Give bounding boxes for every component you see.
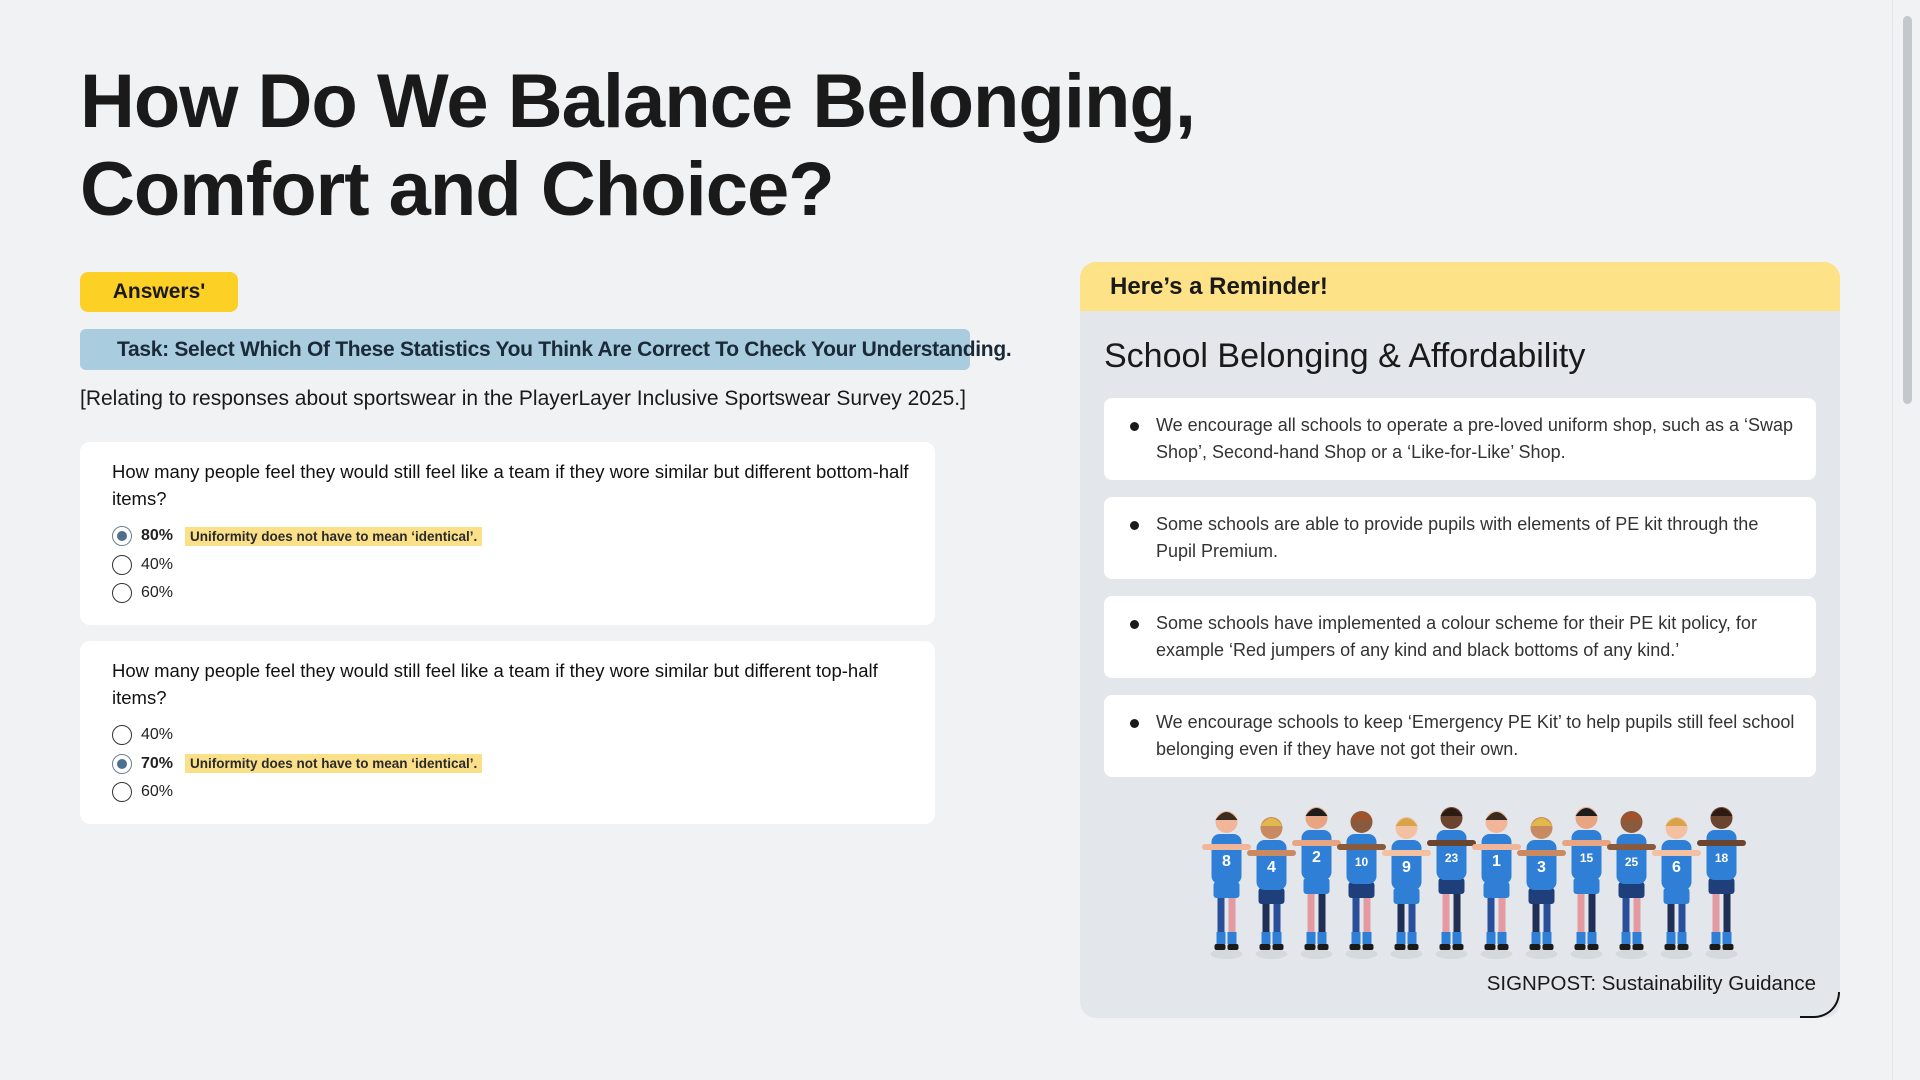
- player-sock: [1273, 932, 1282, 944]
- tip-text: We encourage all schools to operate a pre-loved uniform shop, such as a ‘Swap Shop’, Second-hand Shop or a ‘Like-for-Like’ Shop.: [1156, 415, 1794, 462]
- shirt-number: 23: [1444, 851, 1459, 865]
- answers-badge: Answers': [80, 272, 238, 312]
- player-shorts: [1619, 882, 1645, 898]
- tip-card-pupil-premium: [1104, 497, 1816, 579]
- player-shoe: [1228, 944, 1239, 950]
- player-shadow: [1391, 949, 1423, 959]
- player-shorts: [1259, 888, 1285, 904]
- tip-text: Some schools have implemented a colour scheme for their PE kit policy, for example ‘Red jumpers of any kind and black bottoms of any kind.’: [1156, 613, 1757, 660]
- radio-button[interactable]: [112, 782, 132, 802]
- question-text: How many people feel they would still feel like a team if they wore similar but different top-half items?: [112, 660, 878, 708]
- player-shorts: [1304, 878, 1330, 894]
- player-shoe: [1485, 944, 1496, 950]
- option-label: 40%: [141, 555, 174, 573]
- player-sock: [1487, 932, 1496, 944]
- player-shoe: [1678, 944, 1689, 950]
- player-hair: [1441, 808, 1463, 816]
- player-shoe: [1350, 944, 1361, 950]
- shirt-number: 2: [1312, 849, 1321, 866]
- reminder-header: Here’s a Reminder!: [1080, 262, 1840, 311]
- shirt-number: 9: [1402, 859, 1411, 876]
- player-sock: [1678, 932, 1687, 944]
- radio-dot: [117, 531, 127, 541]
- player-shoe: [1273, 944, 1284, 950]
- player-shorts: [1214, 882, 1240, 898]
- player-sock: [1543, 932, 1552, 944]
- player-hair: [1531, 818, 1553, 826]
- player-shoe: [1395, 944, 1406, 950]
- player-sock: [1408, 932, 1417, 944]
- task-instruction: Task: Select Which Of These Statistics You Think Are Correct To Check Your Understanding.: [80, 329, 970, 370]
- option-60-percent[interactable]: [112, 579, 903, 608]
- player-sock: [1217, 932, 1226, 944]
- player-sock: [1307, 932, 1316, 944]
- player-shoe: [1530, 944, 1541, 950]
- question-card-1: [80, 442, 935, 625]
- radio-button-selected[interactable]: [112, 754, 132, 774]
- player-shorts: [1574, 878, 1600, 894]
- answer-hint: Uniformity does not have to mean ‘identical’.: [185, 754, 482, 773]
- player-shoe: [1260, 944, 1271, 950]
- scrollbar-track[interactable]: [1892, 0, 1920, 1080]
- survey-context-note: [Relating to responses about sportswear in the PlayerLayer Inclusive Sportswear Survey 2025.]: [80, 387, 966, 410]
- option-70-percent[interactable]: [112, 750, 903, 779]
- radio-button[interactable]: [112, 725, 132, 745]
- shirt-number: 18: [1714, 851, 1729, 865]
- player-shadow: [1571, 949, 1603, 959]
- player-shadow: [1301, 949, 1333, 959]
- shirt-number: 1: [1492, 853, 1501, 870]
- player-shadow: [1481, 949, 1513, 959]
- player-hair: [1306, 808, 1328, 816]
- player-sock: [1622, 932, 1631, 944]
- player-shoe: [1543, 944, 1554, 950]
- tip-card-emergency-kit: [1104, 695, 1816, 777]
- tip-text: We encourage schools to keep ‘Emergency PE Kit’ to help pupils still feel school belonging even if they have not got their own.: [1156, 712, 1795, 759]
- reminder-panel: [1080, 262, 1840, 1018]
- player-sock: [1397, 932, 1406, 944]
- player-shorts: [1349, 882, 1375, 898]
- player-hair: [1576, 808, 1598, 816]
- option-60-percent[interactable]: [112, 778, 903, 807]
- player-shorts: [1439, 878, 1465, 894]
- player-shadow: [1346, 949, 1378, 959]
- player-arm: [1337, 844, 1386, 850]
- player-sock: [1228, 932, 1237, 944]
- option-label: 80%: [141, 527, 174, 545]
- player-shoe: [1440, 944, 1451, 950]
- tip-card-swap-shop: [1104, 398, 1816, 480]
- player-arm: [1247, 850, 1296, 856]
- answer-hint: Uniformity does not have to mean ‘identical’.: [185, 527, 482, 546]
- shirt-number: 8: [1222, 853, 1231, 870]
- option-label: 60%: [141, 783, 174, 801]
- reminder-title: School Belonging & Affordability: [1104, 337, 1586, 375]
- player-hair: [1261, 818, 1283, 826]
- player-shoe: [1723, 944, 1734, 950]
- shirt-number: 15: [1579, 851, 1594, 865]
- player-sock: [1453, 932, 1462, 944]
- scrollbar-thumb[interactable]: [1903, 16, 1912, 404]
- answer-options: [112, 721, 903, 807]
- player-sock: [1588, 932, 1597, 944]
- shirt-number: 3: [1537, 859, 1546, 876]
- player-sock: [1577, 932, 1586, 944]
- player-hair: [1621, 812, 1643, 820]
- radio-button[interactable]: [112, 555, 132, 575]
- player-shoe: [1363, 944, 1374, 950]
- shirt-number: 25: [1624, 855, 1639, 869]
- tip-text: Some schools are able to provide pupils with elements of PE kit through the Pupil Premium.: [1156, 514, 1759, 561]
- player-shoe: [1710, 944, 1721, 950]
- player-hair: [1396, 818, 1418, 826]
- player-shadow: [1436, 949, 1468, 959]
- radio-dot: [117, 759, 127, 769]
- player-shoe: [1498, 944, 1509, 950]
- option-40-percent[interactable]: [112, 721, 903, 750]
- player-shoe: [1408, 944, 1419, 950]
- player-hair: [1351, 812, 1373, 820]
- shirt-number: 10: [1354, 855, 1369, 869]
- bullet-icon: [1130, 719, 1139, 728]
- player-sock: [1633, 932, 1642, 944]
- player-shoe: [1620, 944, 1631, 950]
- option-label: 60%: [141, 584, 174, 602]
- team-illustration: [1190, 792, 1750, 962]
- tip-card-colour-scheme: [1104, 596, 1816, 678]
- player-shorts: [1529, 888, 1555, 904]
- player-sock: [1498, 932, 1507, 944]
- player-sock: [1262, 932, 1271, 944]
- player-sock: [1712, 932, 1721, 944]
- shirt-number: 4: [1267, 859, 1276, 876]
- player-hair: [1711, 808, 1733, 816]
- question-text: How many people feel they would still feel like a team if they wore similar but different bottom-half items?: [112, 461, 909, 509]
- player-hair: [1666, 818, 1688, 826]
- player-shadow: [1616, 949, 1648, 959]
- player-shadow: [1256, 949, 1288, 959]
- player-arm: [1607, 844, 1656, 850]
- bullet-icon: [1130, 620, 1139, 629]
- bullet-icon: [1130, 422, 1139, 431]
- bullet-icon: [1130, 521, 1139, 530]
- option-80-percent[interactable]: [112, 522, 903, 551]
- player-arm: [1517, 850, 1566, 856]
- player-arm: [1697, 840, 1746, 846]
- player-shorts: [1394, 888, 1420, 904]
- player-shadow: [1526, 949, 1558, 959]
- player-shadow: [1661, 949, 1693, 959]
- player-sock: [1318, 932, 1327, 944]
- page-title: How Do We Balance Belonging, Comfort and Choice?: [80, 59, 1195, 232]
- player-arm: [1202, 844, 1251, 850]
- player-shoe: [1575, 944, 1586, 950]
- player-shoe: [1588, 944, 1599, 950]
- answer-options: [112, 522, 903, 608]
- player-arm: [1382, 850, 1431, 856]
- player-arm: [1427, 840, 1476, 846]
- player-shorts: [1664, 888, 1690, 904]
- player-sock: [1442, 932, 1451, 944]
- player-sock: [1363, 932, 1372, 944]
- player-shorts: [1709, 878, 1735, 894]
- signpost-link[interactable]: SIGNPOST: Sustainability Guidance: [1486, 972, 1816, 995]
- player-shoe: [1665, 944, 1676, 950]
- player-hair: [1216, 812, 1238, 820]
- radio-button-selected[interactable]: [112, 526, 132, 546]
- player-sock: [1667, 932, 1676, 944]
- player-shorts: [1484, 882, 1510, 898]
- option-40-percent[interactable]: [112, 551, 903, 580]
- player-arm: [1472, 844, 1521, 850]
- player-hair: [1486, 812, 1508, 820]
- player-shoe: [1305, 944, 1316, 950]
- player-shoe: [1215, 944, 1226, 950]
- player-arm: [1292, 840, 1341, 846]
- player-shoe: [1318, 944, 1329, 950]
- player-sock: [1532, 932, 1541, 944]
- player-shadow: [1211, 949, 1243, 959]
- player-arm: [1562, 840, 1611, 846]
- option-label: 70%: [141, 754, 174, 772]
- player-shoe: [1453, 944, 1464, 950]
- player-sock: [1723, 932, 1732, 944]
- player-shoe: [1633, 944, 1644, 950]
- player-sock: [1352, 932, 1361, 944]
- shirt-number: 6: [1672, 859, 1681, 876]
- option-label: 40%: [141, 726, 174, 744]
- player-arm: [1652, 850, 1701, 856]
- question-card-2: [80, 641, 935, 824]
- player-shadow: [1706, 949, 1738, 959]
- radio-button[interactable]: [112, 583, 132, 603]
